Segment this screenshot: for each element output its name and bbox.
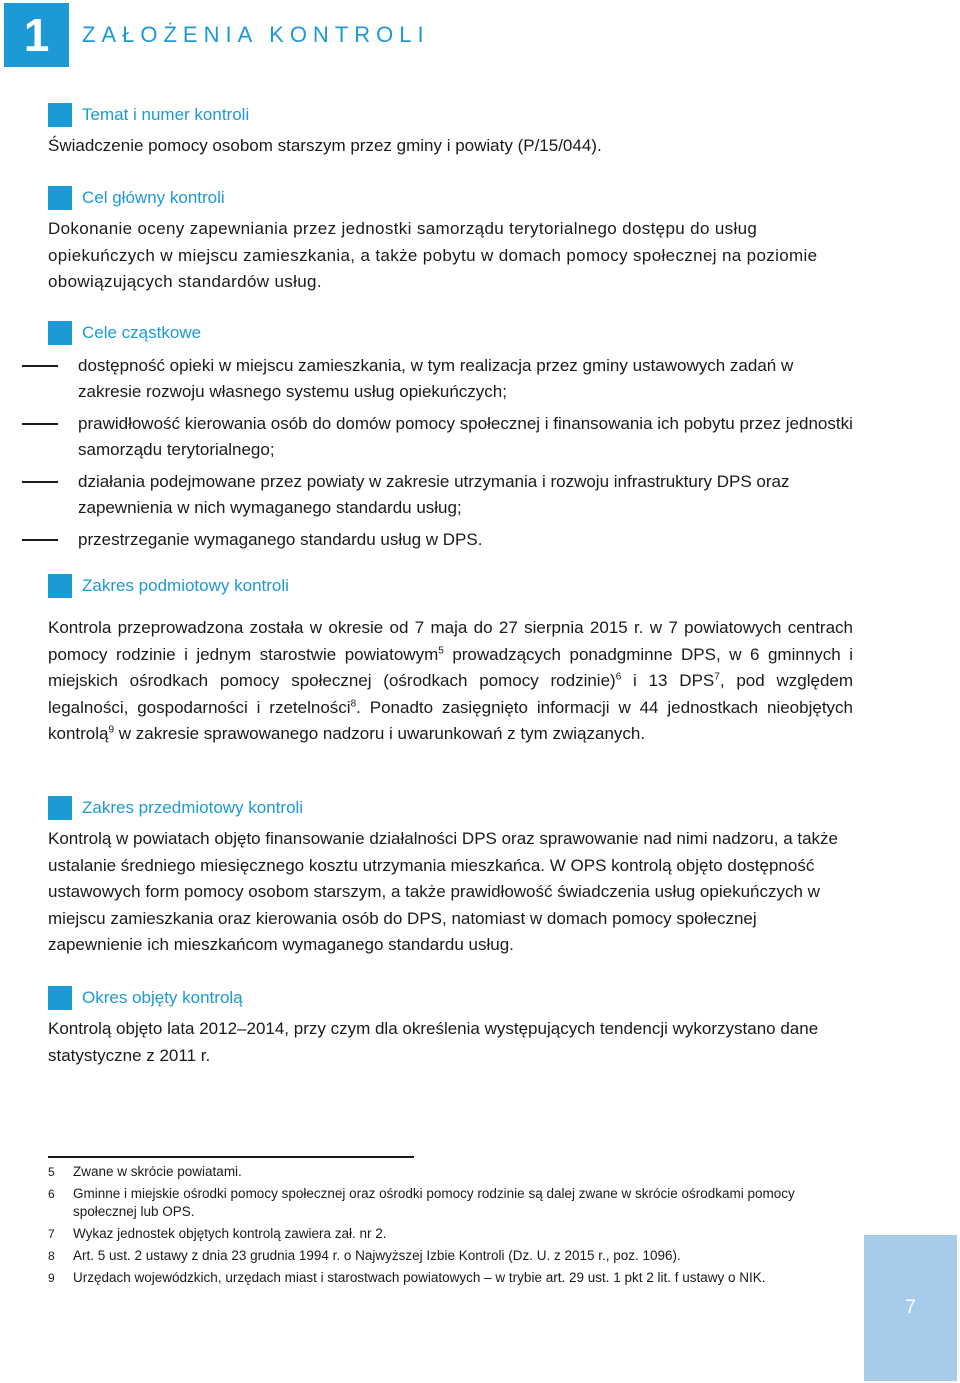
list-item-text: działania podejmowane przez powiaty w zakresie utrzymania i rozwoju infrastruktury DPS oraz zapewnienia w nich wymaganego standardu usług; — [78, 472, 790, 517]
section-heading-cele-czastkowe — [48, 321, 201, 345]
section-title: Cel główny kontroli — [82, 188, 225, 207]
cele-czastkowe-list — [22, 353, 857, 559]
footnote-number: 8 — [48, 1249, 55, 1263]
footnote — [48, 1225, 858, 1243]
footnote-number: 6 — [48, 1187, 55, 1201]
footnote-number: 5 — [48, 1165, 55, 1179]
footnotes — [48, 1163, 858, 1291]
footnote-number: 9 — [48, 1271, 55, 1285]
chapter-number-box — [4, 3, 69, 67]
text-run: , pod względem legalności, gospodarności i rzetelności — [48, 671, 854, 717]
temat-text: Świadczenie pomocy osobom starszym przez gminy i powiaty (P/15/044). — [48, 136, 602, 155]
page-number: 7 — [905, 1297, 916, 1318]
text-run: prowadzących ponadgminne DPS, w 6 gminnych i miejskich ośrodkach pomocy społecznej (ośrodkach pomocy rodzinie) — [48, 644, 854, 690]
page-number-box — [864, 1235, 957, 1381]
footnote-text: Zwane w skrócie powiatami. — [73, 1164, 242, 1179]
section-marker-icon — [48, 321, 72, 345]
chapter-number: 1 — [23, 9, 50, 61]
list-item-text: prawidłowość kierowania osób do domów pomocy społecznej i finansowania ich pobytu przez jednostki samorządu terytorialnego; — [78, 414, 853, 459]
chapter-title: ZAŁOŻENIA KONTROLI — [82, 22, 430, 47]
section-marker-icon — [48, 103, 72, 127]
section-heading-zakres-podmiotowy — [48, 574, 289, 598]
footnote-text: Art. 5 ust. 2 ustawy z dnia 23 grudnia 1994 r. o Najwyższej Izbie Kontroli (Dz. U. z 2015 r., poz. 1096). — [73, 1248, 681, 1263]
section-title: Zakres przedmiotowy kontroli — [82, 798, 304, 817]
footnote-divider — [48, 1156, 414, 1158]
section-marker-icon — [48, 986, 72, 1010]
footnote — [48, 1185, 858, 1221]
footnote-ref: 7 — [714, 671, 720, 683]
text-run: Kontrola przeprowadzona została w okresie od 7 maja do 27 sierpnia 2015 r. w 7 powiatowych centrach pomocy rodzinie i jednym starostwie powiatowym — [48, 618, 853, 664]
text-run: . Ponadto zasięgnięto informacji w 44 jednostkach nieobjętych kontrolą — [48, 697, 853, 743]
section-title: Cele cząstkowe — [82, 323, 202, 342]
footnote-ref: 6 — [615, 671, 622, 683]
section-title: Okres objęty kontrolą — [82, 988, 243, 1007]
footnote-text: Urzędach wojewódzkich, urzędach miast i starostwach powiatowych – w trybie art. 29 ust. 1 pkt 2 lit. f ustawy o NIK. — [73, 1270, 766, 1285]
dash-bullet-icon — [22, 481, 58, 483]
list-item — [22, 411, 857, 463]
text-run: w zakresie sprawowanego nadzoru i uwarunkowań z tym związanych. — [114, 724, 646, 743]
section-heading-okres — [48, 986, 243, 1010]
dash-bullet-icon — [22, 365, 58, 367]
footnote — [48, 1247, 858, 1265]
section-title: Temat i numer kontroli — [82, 105, 250, 124]
zakres-podmiotowy-text — [48, 615, 853, 748]
cel-glowny-text: Dokonanie oceny zapewniania przez jednostki samorządu terytorialnego dostępu do usług opiekuńczych w miejscu zamieszkania, a także pobytu w domach pomocy społecznej na poziomie obowiązujących standardów usług. — [48, 219, 818, 291]
list-item — [22, 353, 857, 405]
footnote-ref: 8 — [350, 697, 357, 709]
footnote-number: 7 — [48, 1227, 55, 1241]
footnote-ref: 9 — [108, 724, 115, 736]
dash-bullet-icon — [22, 423, 58, 425]
section-heading-temat — [48, 103, 249, 127]
text-run: i 13 DPS — [621, 671, 715, 690]
footnote-text: Wykaz jednostek objętych kontrolą zawiera zał. nr 2. — [73, 1226, 387, 1241]
dash-bullet-icon — [22, 539, 58, 541]
okres-text: Kontrolą objęto lata 2012–2014, przy czym dla określenia występujących tendencji wykorzystano dane statystyczne z 2011 r. — [48, 1019, 819, 1065]
footnote-ref: 5 — [438, 644, 444, 656]
section-title: Zakres podmiotowy kontroli — [82, 576, 289, 595]
section-marker-icon — [48, 796, 72, 820]
section-marker-icon — [48, 574, 72, 598]
list-item — [22, 527, 857, 553]
footnote — [48, 1269, 858, 1287]
section-marker-icon — [48, 186, 72, 210]
zakres-przedmiotowy-text: Kontrolą w powiatach objęto finansowanie działalności DPS oraz sprawowanie nad nimi nadzoru, a także ustalanie średniego miesięcznego kosztu utrzymania mieszkańca. W OPS kontrolą objęto dostępność ustawowych form pomocy osobom starszym, a także prawidłowość świadczenia usług opiekuńczych w miejscu zamieszkania oraz kierowania osób do DPS, natomiast w domach pomocy społecznej zapewnienie ich mieszkańcom wymaganego standardu usług. — [48, 829, 839, 954]
section-heading-zakres-przedmiotowy — [48, 796, 303, 820]
footnote-text: Gminne i miejskie ośrodki pomocy społecznej oraz ośrodki pomocy rodzinie są dalej zwane w skrócie ośrodkami pomocy społecznej lub OPS. — [73, 1186, 795, 1219]
list-item-text: przestrzeganie wymaganego standardu usług w DPS. — [78, 530, 483, 549]
list-item — [22, 469, 857, 521]
list-item-text: dostępność opieki w miejscu zamieszkania, w tym realizacja przez gminy ustawowych zadań w zakresie rozwoju własnego systemu usług opiekuńczych; — [78, 356, 794, 401]
footnote — [48, 1163, 858, 1181]
section-heading-cel-glowny — [48, 186, 225, 210]
